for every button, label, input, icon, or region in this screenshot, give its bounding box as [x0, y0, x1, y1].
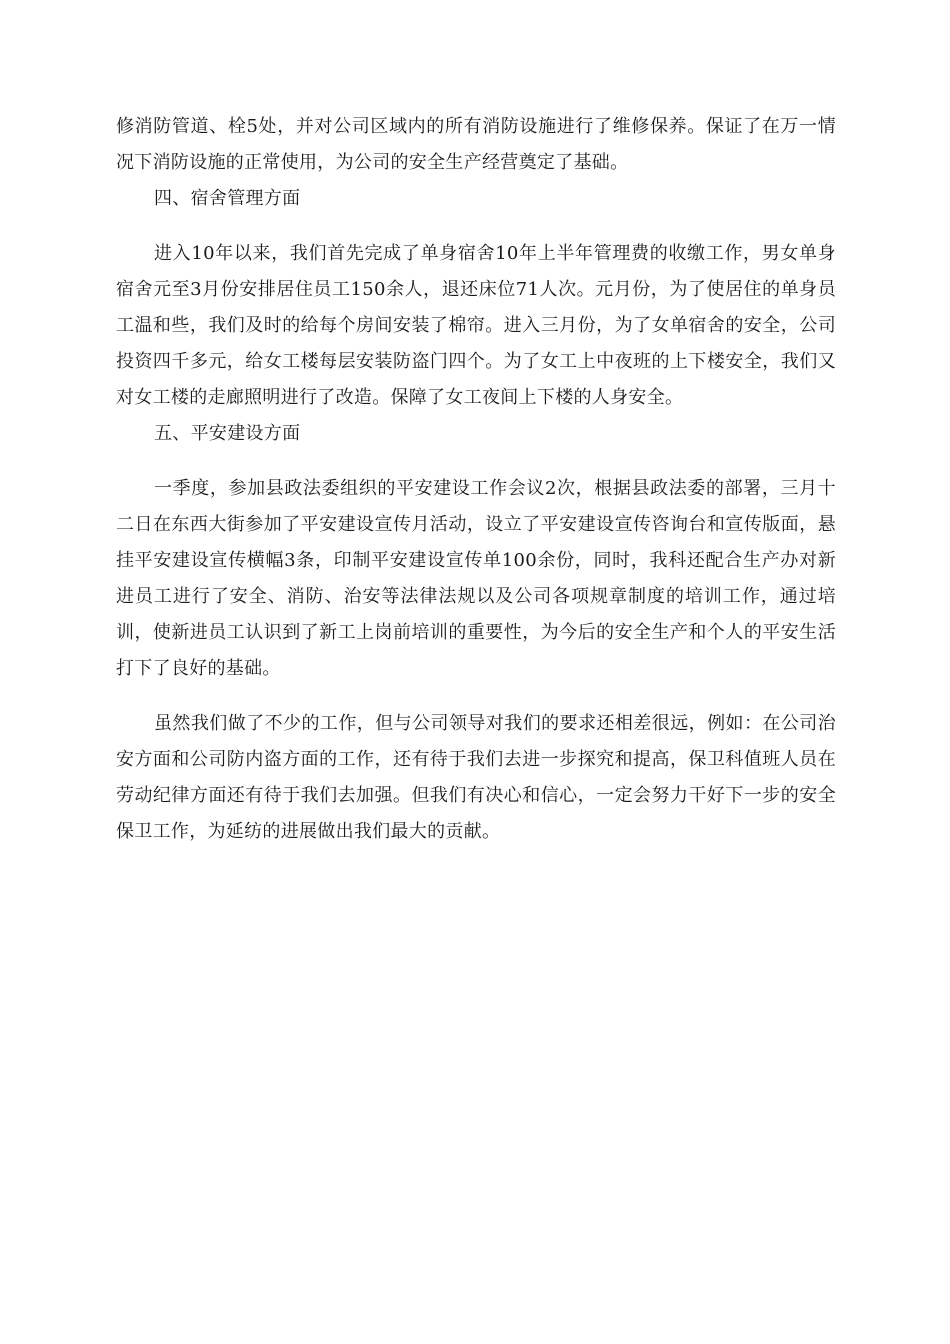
- paragraph-summary: 虽然我们做了不少的工作，但与公司领导对我们的要求还相差很远，例如：在公司治安方面和公司防内盗方面的工作，还有待于我们去进一步探究和提高，保卫科值班人员在劳动纪律方面还有待于我们去加强。但我们有决心和信心，一定会努力干好下一步的安全保卫工作，为延纺的进展做出我们最大的贡献。: [116, 713, 836, 842]
- paragraph-fire-safety-continuation: 修消防管道、栓5处，并对公司区域内的所有消防设施进行了维修保养。保证了在万一情况下消防设施的正常使用，为公司的安全生产经营奠定了基础。: [116, 116, 836, 173]
- paragraph-safe-construction: 一季度，参加县政法委组织的平安建设工作会议2次，根据县政法委的部署，三月十二日在东西大街参加了平安建设宣传月活动，设立了平安建设宣传咨询台和宣传版面，悬挂平安建设宣传横幅3条，印制平安建设宣传单100余份，同时，我科还配合生产办对新进员工进行了安全、消防、治安等法律法规以及公司各项规章制度的培训工作，通过培训，使新进员工认识到了新工上岗前培训的重要性，为今后的安全生产和个人的平安生活打下了良好的基础。: [116, 478, 836, 679]
- paragraph-dormitory-management: 进入10年以来，我们首先完成了单身宿舍10年上半年管理费的收缴工作，男女单身宿舍元至3月份安排居住员工150余人，退还床位71人次。元月份，为了使居住的单身员工温和些，我们及时的给每个房间安装了棉帘。进入三月份，为了女单宿舍的安全，公司投资四千多元，给女工楼每层安装防盗门四个。为了女工上中夜班的上下楼安全，我们又对女工楼的走廊照明进行了改造。保障了女工夜间上下楼的人身安全。: [116, 243, 836, 408]
- document-body: [116, 109, 836, 850]
- section-heading-safe-construction: 五、平安建设方面: [154, 423, 301, 444]
- section-heading-dormitory: 四、宿舍管理方面: [154, 188, 301, 209]
